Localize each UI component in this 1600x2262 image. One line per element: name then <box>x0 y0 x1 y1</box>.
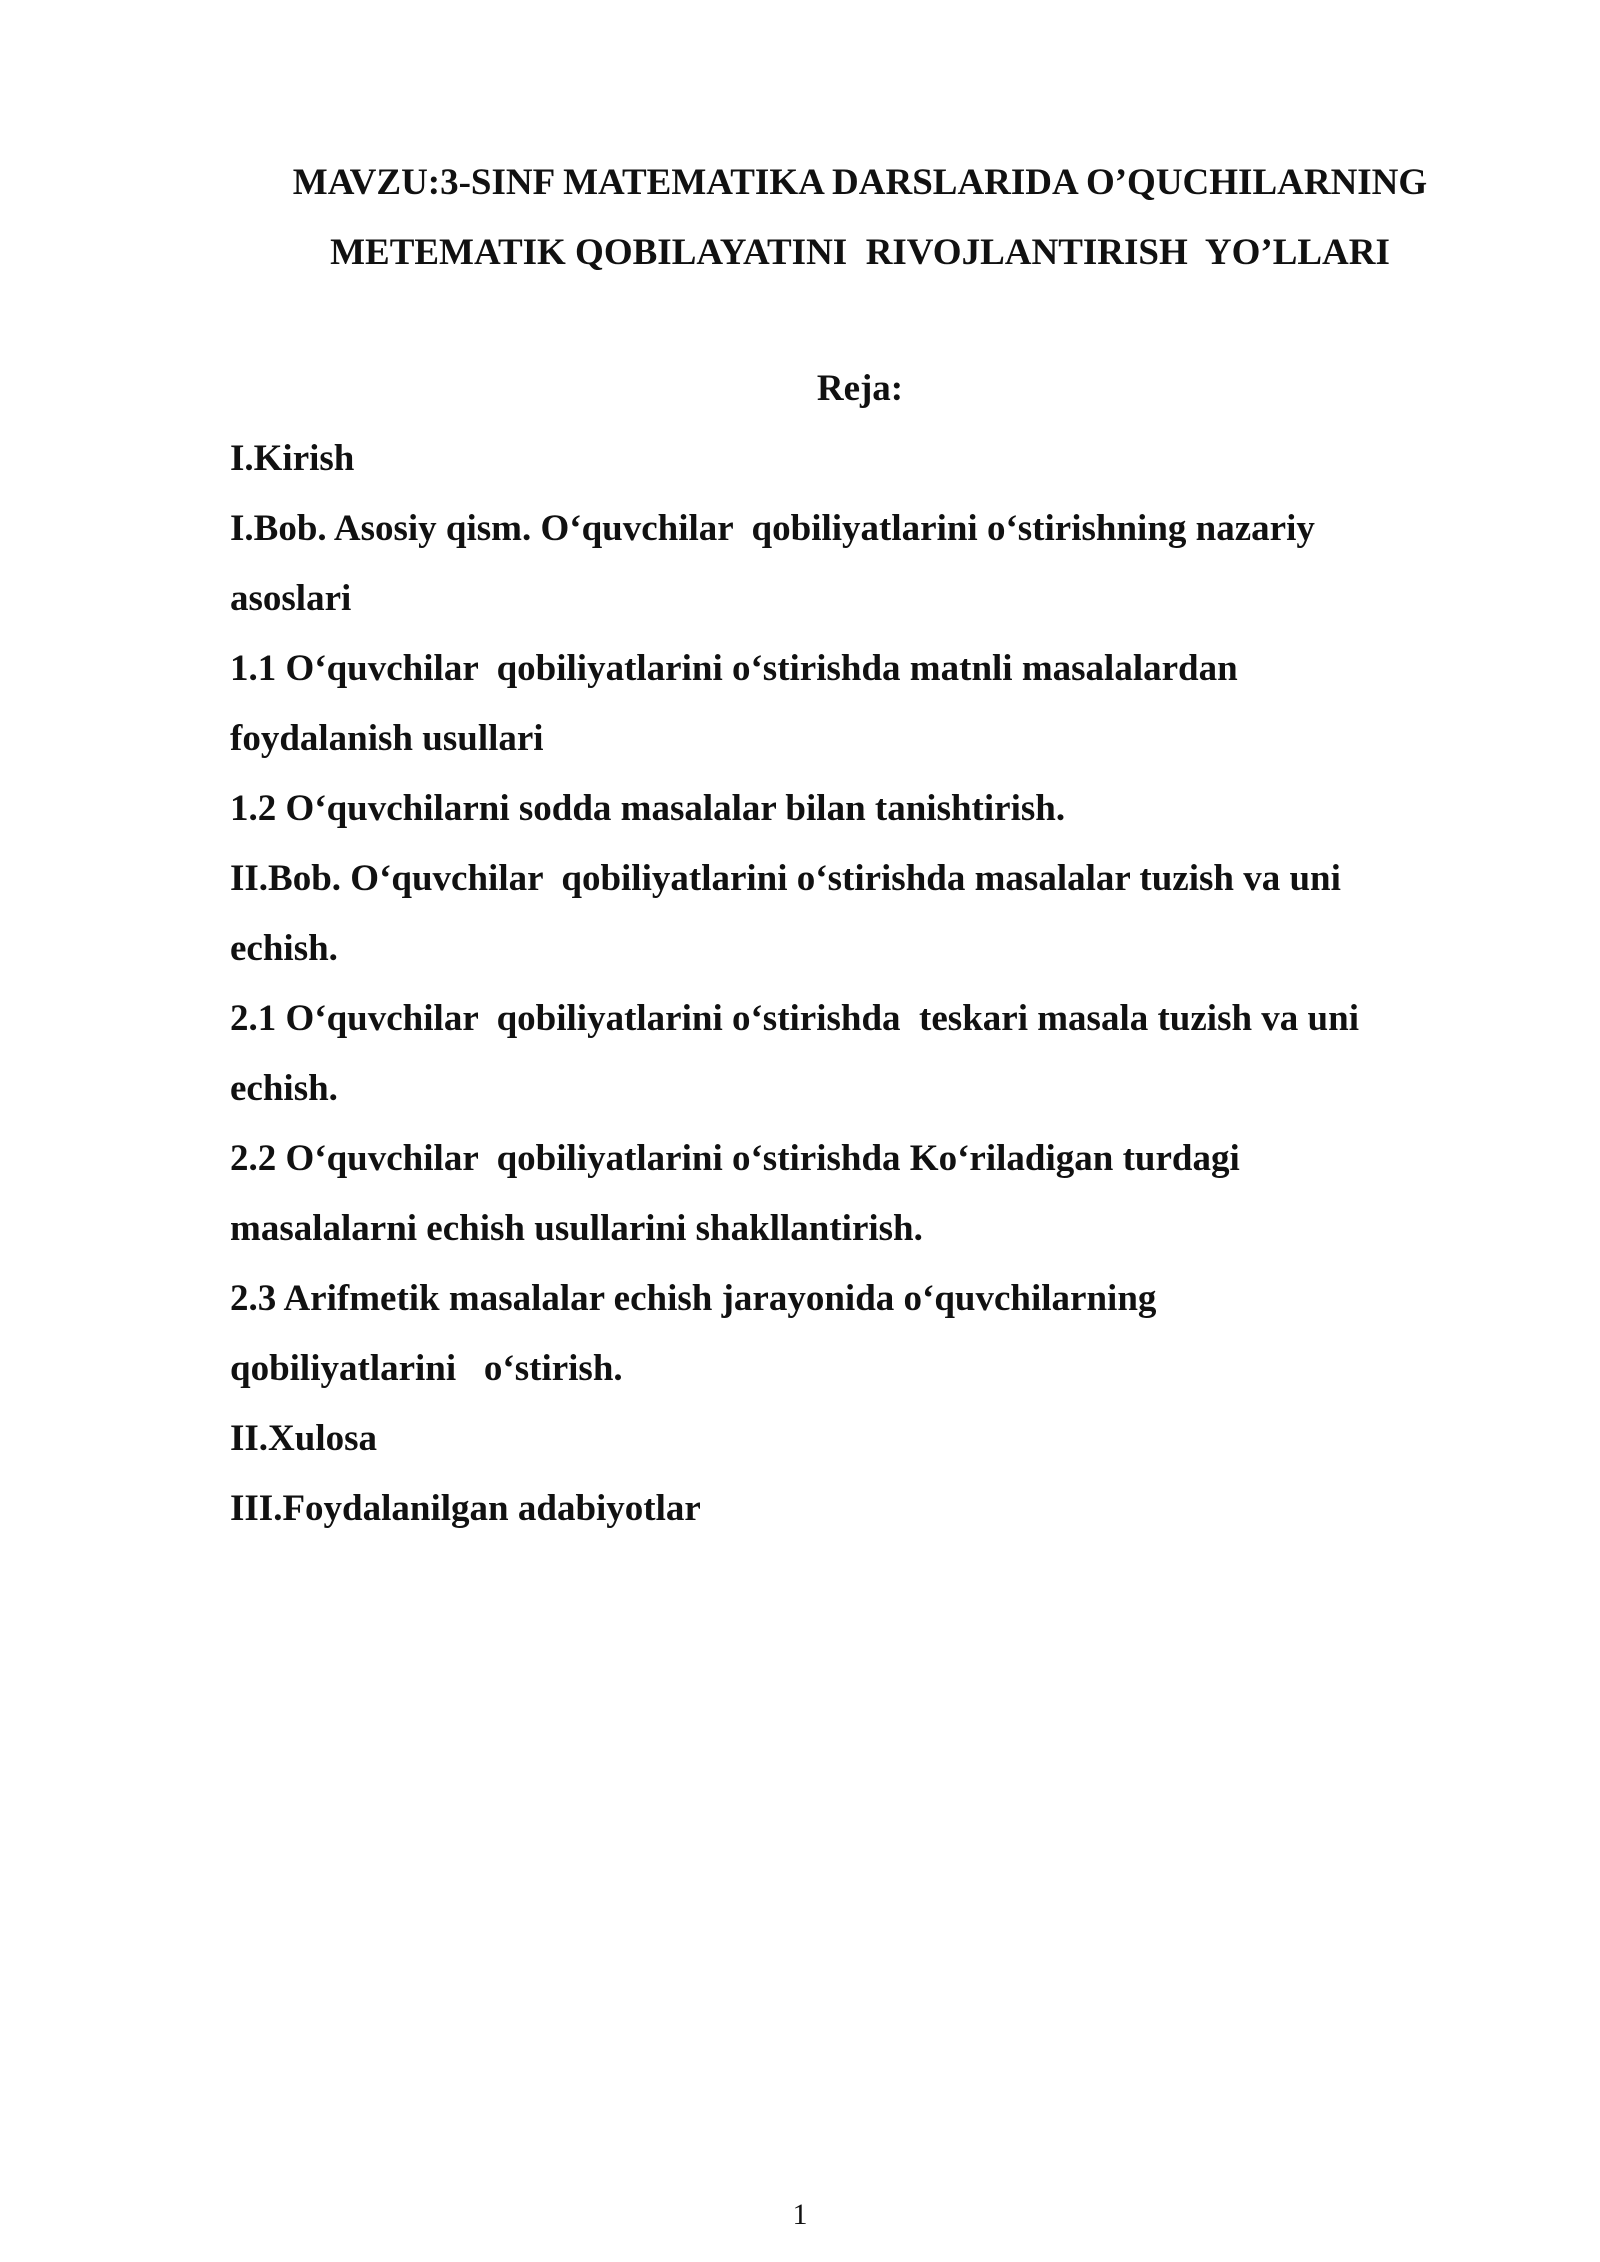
plan-heading: Reja: <box>816 368 904 409</box>
outline-item <box>230 424 1530 494</box>
outline-item <box>230 634 1530 774</box>
outline-item <box>230 1474 1530 1544</box>
plan-outline <box>230 424 1530 1544</box>
outline-item-line: II.Xulosa <box>230 1418 378 1459</box>
outline-item-line: II.Bob. O‘quvchilar qobiliyatlarini o‘stirishda masalalar tuzish va uni <box>230 858 1341 899</box>
outline-item-line: 1.1 O‘quvchilar qobiliyatlarini o‘stirishda matnli masalalardan <box>230 648 1238 689</box>
outline-item-line: qobiliyatlarini o‘stirish. <box>230 1348 623 1389</box>
document-title <box>200 148 1520 288</box>
outline-item-line: echish. <box>230 928 338 969</box>
title-line: MAVZU:3-SINF MATEMATIKA DARSLARIDA O’QUCHILARNING <box>292 162 1428 203</box>
outline-item-line: echish. <box>230 1068 338 1109</box>
outline-item-line: masalalarni echish usullarini shakllantirish. <box>230 1208 923 1249</box>
outline-item-line: asoslari <box>230 578 352 619</box>
outline-item-line: 2.3 Arifmetik masalalar echish jarayonida o‘quvchilarning <box>230 1278 1157 1319</box>
outline-item-line: foydalanish usullari <box>230 718 544 759</box>
outline-item-line: III.Foydalanilgan adabiyotlar <box>230 1488 701 1529</box>
outline-item <box>230 494 1530 634</box>
outline-item <box>230 1124 1530 1264</box>
outline-item-line: I.Kirish <box>230 438 355 479</box>
title-line: METEMATIK QOBILAYATINI RIVOJLANTIRISH YO’LLARI <box>330 232 1390 273</box>
outline-item-line: 2.1 O‘quvchilar qobiliyatlarini o‘stirishda teskari masala tuzish va uni <box>230 998 1359 1039</box>
page-number: 1 <box>792 2198 808 2231</box>
outline-item-line: I.Bob. Asosiy qism. O‘quvchilar qobiliyatlarini o‘stirishning nazariy <box>230 508 1315 549</box>
outline-item <box>230 844 1530 984</box>
outline-item <box>230 1404 1530 1474</box>
outline-item <box>230 1264 1530 1404</box>
outline-item-line: 1.2 O‘quvchilarni sodda masalalar bilan tanishtirish. <box>230 788 1066 829</box>
outline-item <box>230 984 1530 1124</box>
outline-item <box>230 774 1530 844</box>
outline-item-line: 2.2 O‘quvchilar qobiliyatlarini o‘stirishda Ko‘riladigan turdagi <box>230 1138 1240 1179</box>
